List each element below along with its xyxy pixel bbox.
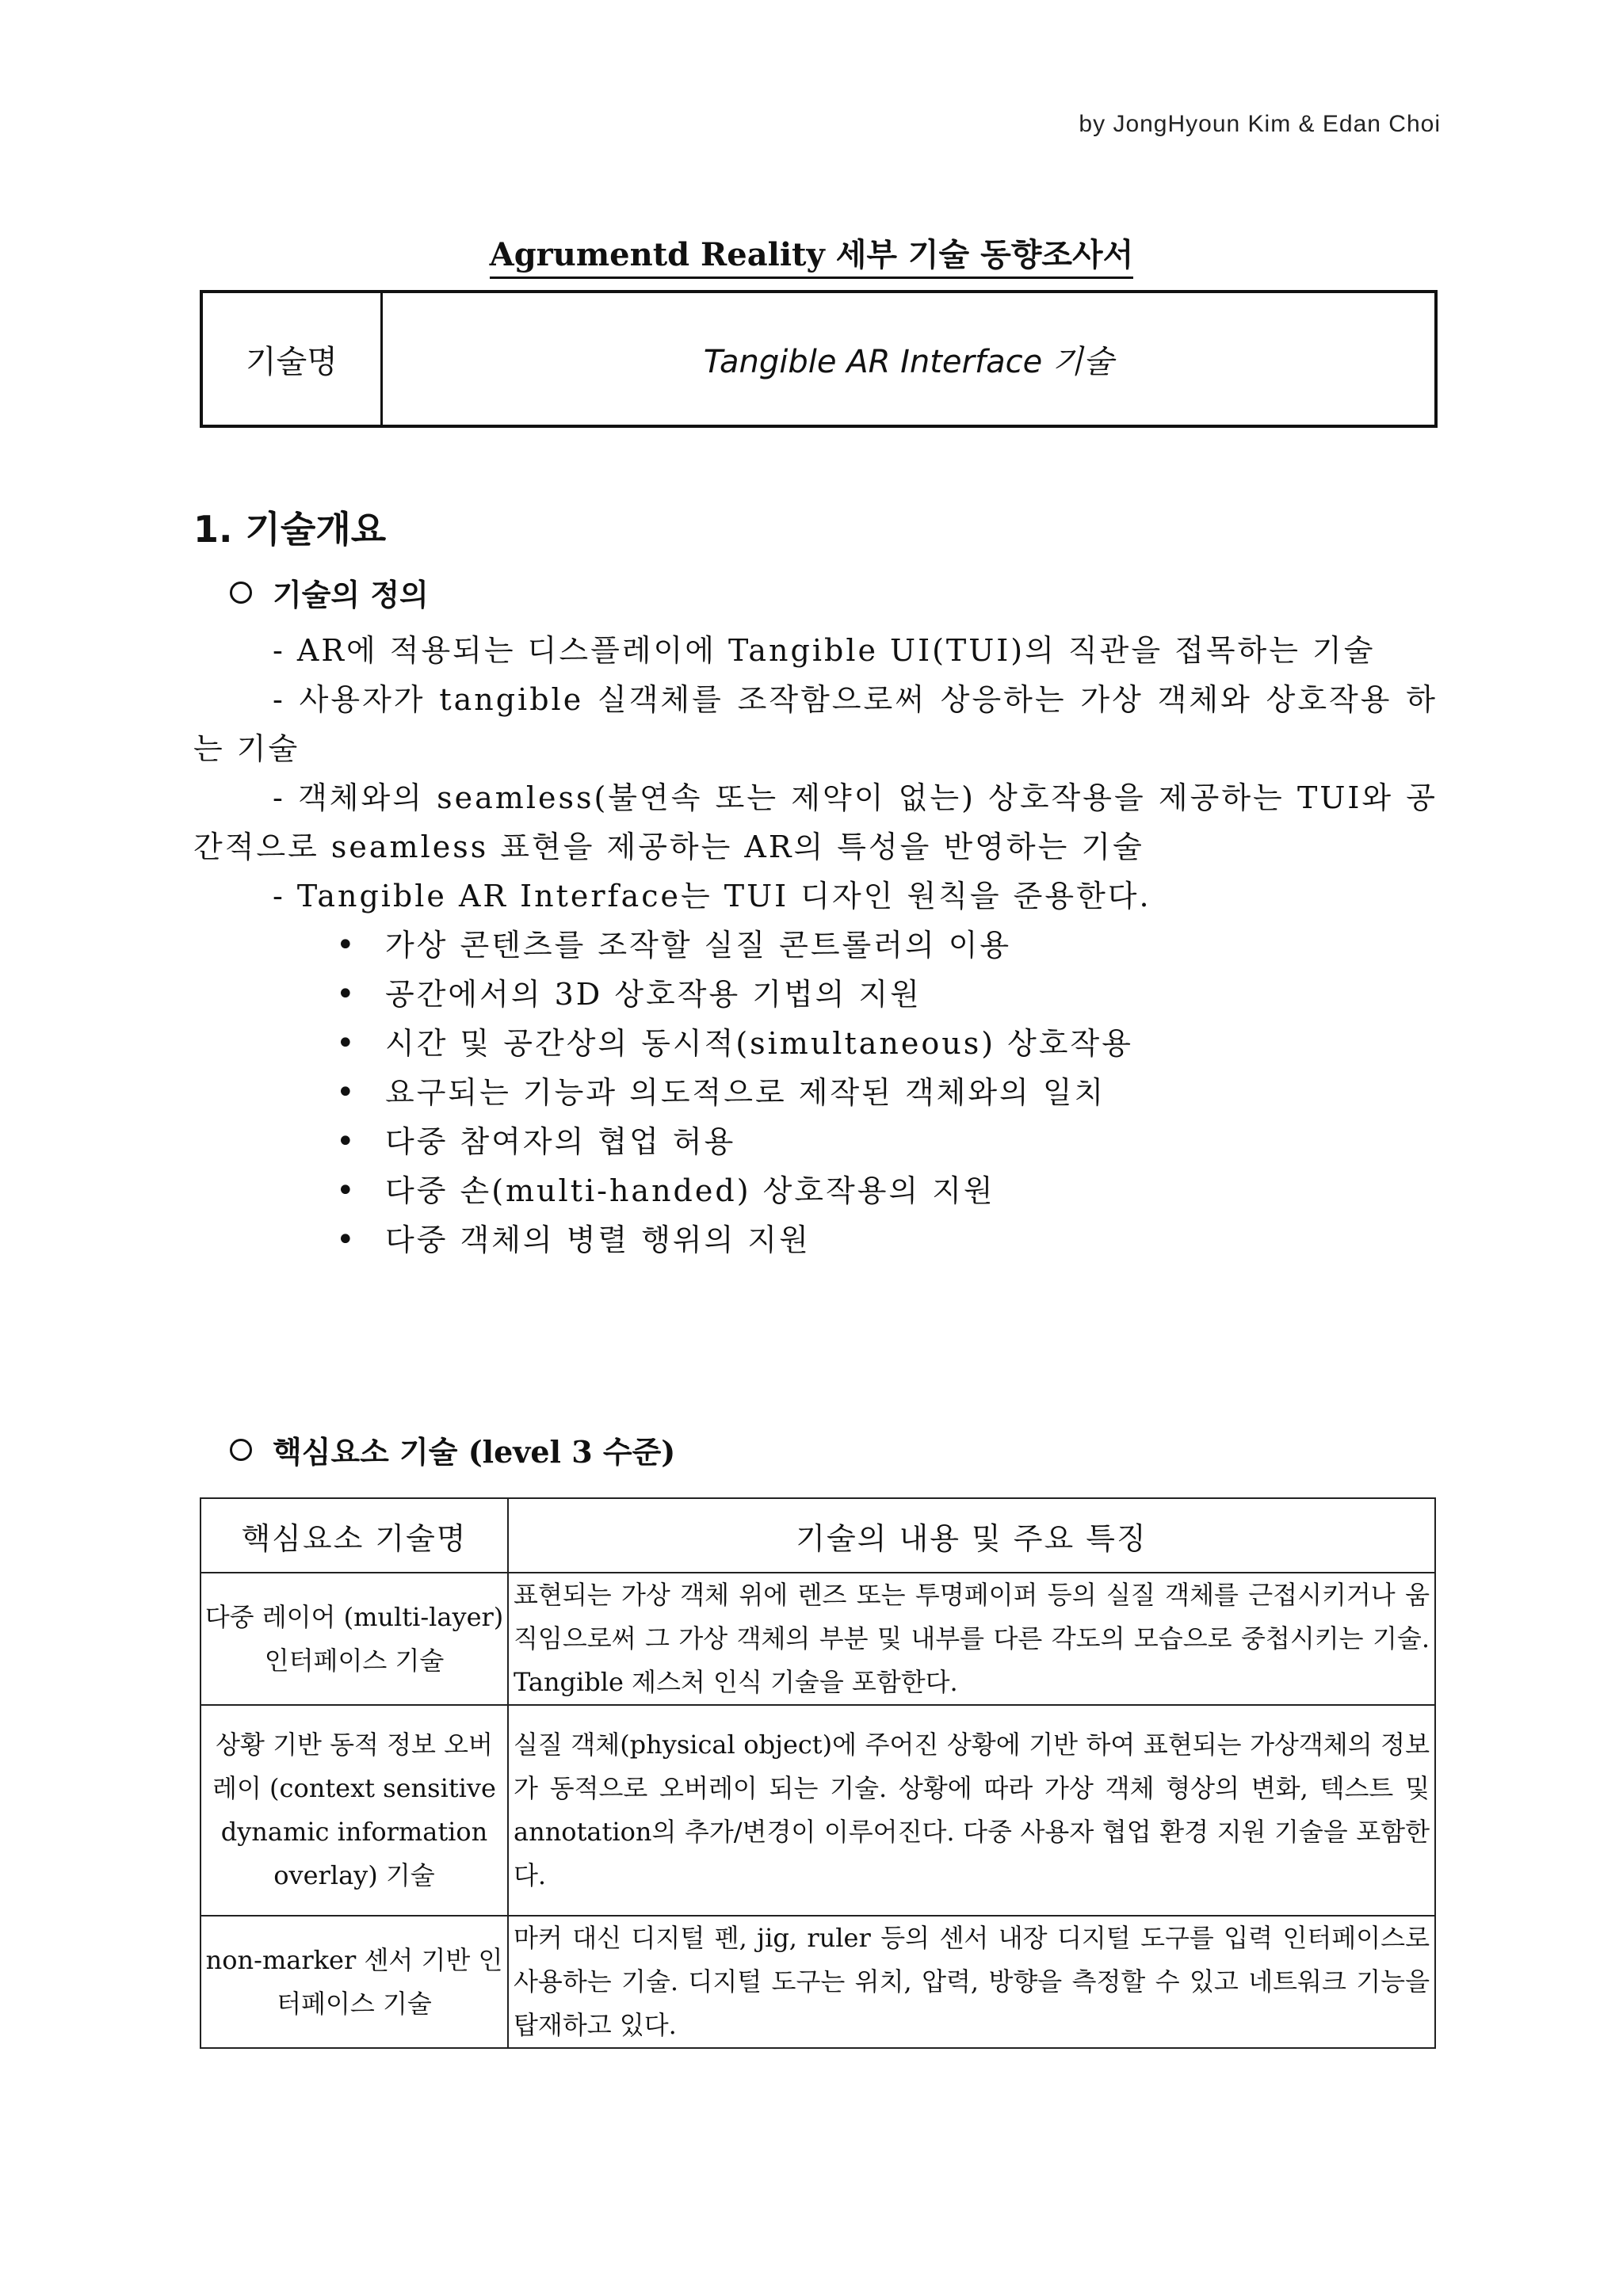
core-tech-heading <box>230 1428 675 1471</box>
principle-item: • 다중 객체의 병렬 행위의 지원 <box>336 1215 1438 1264</box>
author-line: by JongHyoun Kim & Edan Choi <box>1079 111 1441 137</box>
definition-line: - AR에 적용되는 디스플레이에 Tangible UI(TUI)의 직관을 접목하는 기술 <box>273 633 1376 668</box>
definition-heading-text: 기술의 정의 <box>273 577 429 612</box>
principle-item: • 시간 및 공간상의 동시적(simultaneous) 상호작용 <box>336 1019 1438 1068</box>
tech-name-cell: 다중 레이어 (multi-layer) 인터페이스 기술 <box>200 1573 508 1705</box>
table-header-cell: 핵심요소 기술명 <box>200 1498 508 1573</box>
principle-item: • 다중 손(multi-handed) 상호작용의 지원 <box>336 1166 1438 1215</box>
principle-item: • 다중 참여자의 협업 허용 <box>336 1117 1438 1166</box>
tech-name-cell: 상황 기반 동적 정보 오버레이 (context sensitive dynamic information overlay) 기술 <box>200 1705 508 1916</box>
principle-list <box>193 921 1438 1264</box>
table-header-cell: 기술의 내용 및 주요 특징 <box>508 1498 1435 1573</box>
circle-marker-icon <box>230 582 252 604</box>
tech-name-label: 기술명 <box>203 293 383 425</box>
document-title-text: Agrumentd Reality 세부 기술 동향조사서 <box>490 236 1134 279</box>
tech-desc-cell: 마커 대신 디지털 펜, jig, ruler 등의 센서 내장 디지털 도구를 입력 인터페이스로 사용하는 기술. 디지털 도구는 위치, 압력, 방향을 측정할 수 있고 네트워크 기능을 탑재하고 있다. <box>508 1916 1435 2048</box>
core-tech-table <box>200 1497 1436 2049</box>
principle-item: • 공간에서의 3D 상호작용 기법의 지원 <box>336 970 1438 1019</box>
core-tech-heading-text: 핵심요소 기술 (level 3 수준) <box>273 1434 676 1470</box>
table-row <box>200 1916 1435 2048</box>
table-header-row <box>200 1498 1435 1573</box>
section-heading: 1. 기술개요 <box>193 508 387 551</box>
circle-marker-icon <box>230 1439 252 1461</box>
tech-desc-cell: 실질 객체(physical object)에 주어진 상황에 기반 하여 표현되는 가상객체의 정보가 동적으로 오버레이 되는 기술. 상황에 따라 가상 객체 형상의 변화, 텍스트 및 annotation의 추가/변경이 이루어진다. 다중 사용자 협업 환경 지원 기술을 포함한다. <box>508 1705 1435 1916</box>
definition-heading <box>230 570 429 614</box>
tech-name-value: Tangible AR Interface 기술 <box>703 343 1114 380</box>
tech-name-cell: non-marker 센서 기반 인터페이스 기술 <box>200 1916 508 2048</box>
document-title <box>0 230 1623 275</box>
table-row <box>200 1573 1435 1705</box>
tech-desc-cell: 표현되는 가상 객체 위에 렌즈 또는 투명페이퍼 등의 실질 객체를 근접시키거나 움직임으로써 그 가상 객체의 부분 및 내부를 다른 각도의 모습으로 중첩시키는 기술. Tangible 제스처 인식 기술을 포함한다. <box>508 1573 1435 1705</box>
definition-line: - 객체와의 seamless(불연속 또는 제약이 없는) 상호작용을 제공하는 TUI와 공간적으로 seamless 표현을 제공하는 AR의 특성을 반영하는 기술 <box>193 780 1438 864</box>
principle-item: • 요구되는 기능과 의도적으로 제작된 객체와의 일치 <box>336 1068 1438 1117</box>
definition-body <box>193 626 1438 1264</box>
table-row <box>200 1705 1435 1916</box>
tech-name-box <box>200 290 1438 428</box>
definition-line: - Tangible AR Interface는 TUI 디자인 원칙을 준용한다. <box>273 879 1151 913</box>
definition-line: - 사용자가 tangible 실객체를 조작함으로써 상응하는 가상 객체와 상호작용 하는 기술 <box>193 682 1438 766</box>
principle-item: • 가상 콘텐츠를 조작할 실질 콘트롤러의 이용 <box>336 921 1438 970</box>
